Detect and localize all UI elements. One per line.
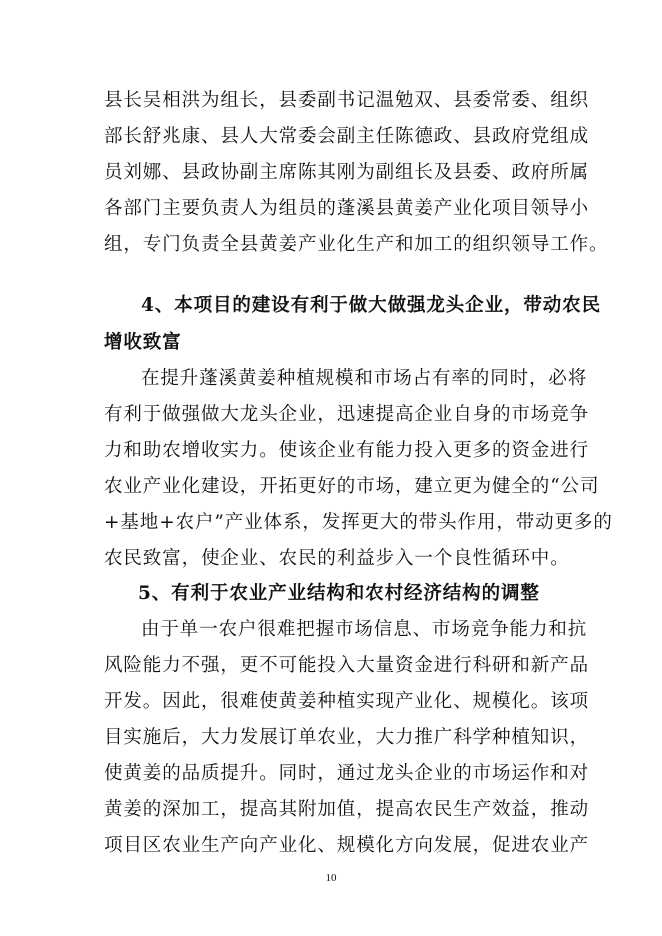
section-heading-5: 5、有利于农业产业结构和农村经济结构的调整 [138,583,540,604]
paragraph-line: 农业产业化建设，开拓更好的市场，建立更为健全的“公司 [104,476,600,497]
paragraph-line: 组，专门负责全县黄姜产业化生产和加工的组织领导工作。 [104,234,609,255]
paragraph-line: 各部门主要负责人为组员的蓬溪县黄姜产业化项目领导小 [104,198,590,219]
paragraph-line: 有利于做强做大龙头企业，迅速提高企业自身的市场竞争 [104,404,590,425]
paragraph-line: 项目区农业生产向产业化、规模化方向发展，促进农业产 [104,835,590,856]
section-heading-4-cont: 增收致富 [104,332,182,353]
paragraph-line: 农民致富，使企业、农民的利益步入一个良性循环中。 [104,548,570,569]
paragraph-line: 使黄姜的品质提升。同时，通过龙头企业的市场运作和对 [104,763,590,784]
paragraph-line: 目实施后，大力发展订单农业，大力推广科学种植知识， [104,727,590,748]
paragraph-line: 风险能力不强，更不可能投入大量资金进行科研和新产品 [104,655,590,676]
paragraph-line: +基地+农户”产业体系，发挥更大的带头作用，带动更多的 [104,512,613,533]
paragraph-line: 部长舒兆康、县人大常委会副主任陈德政、县政府党组成 [104,126,590,147]
paragraph-line: 在提升蓬溪黄姜种植规模和市场占有率的同时，必将 [141,368,588,389]
paragraph-line: 县长吴相洪为组长，县委副书记温勉双、县委常委、组织 [104,90,590,111]
paragraph-line: 员刘娜、县政协副主席陈其刚为副组长及县委、政府所属 [104,162,590,183]
paragraph-line: 开发。因此，很难使黄姜种植实现产业化、规模化。该项 [104,691,590,712]
section-heading-4: 4、本项目的建设有利于做大做强龙头企业，带动农民 [141,295,601,316]
paragraph-line: 黄姜的深加工，提高其附加值，提高农民生产效益，推动 [104,799,590,820]
paragraph-line: 力和助农增收实力。使该企业有能力投入更多的资金进行 [104,440,590,461]
paragraph-line: 由于单一农户很难把握市场信息、市场竞争能力和抗 [141,619,588,640]
page-number: 10 [325,872,337,884]
